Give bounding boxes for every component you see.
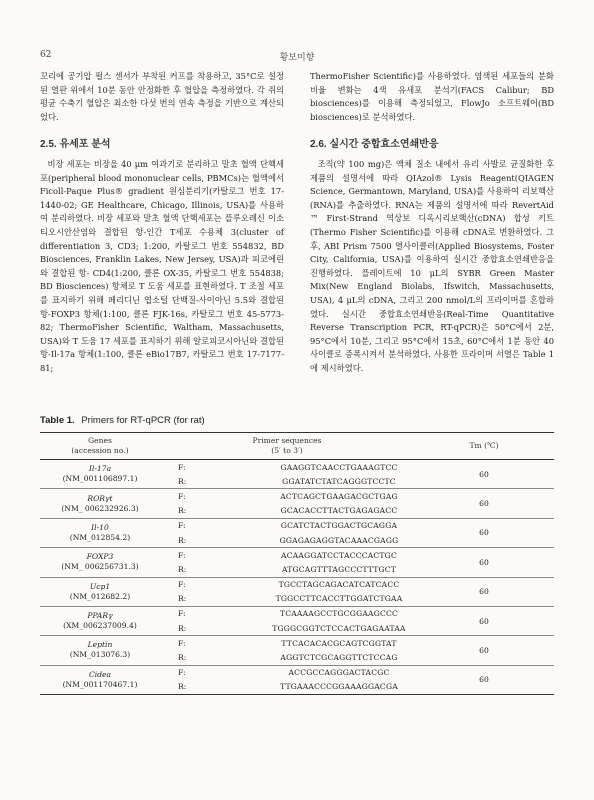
table-row [40,636,554,651]
gene-name: Il-10 [91,522,109,532]
gene-accession: (NM_001106897.1) [62,474,138,484]
table-label: Table 1. [40,415,75,426]
gene-cell [40,577,160,606]
table-header-row [40,433,554,460]
table-body [40,460,554,695]
right-intro-paragraph: ThermoFisher Scientific)를 사용하였다. 염색된 세포들의 분화 비율 변화는 4색 유세포 분석기(FACS Calibur; BD biosciences)를 이용해 측정되었고, FlowJo 소프트웨어(BD biosciences)로 분석하였다. [310,71,554,122]
tm-value: 60 [479,469,489,479]
left-column [40,70,284,375]
reverse-label: R: [178,653,187,663]
reverse-label: R: [178,535,187,545]
forward-sequence: ACCGCCAGGGACTACGC [288,668,390,678]
page-number: 62 [40,50,52,60]
left-intro-paragraph: 꼬리에 공기압 펄스 센서가 부착된 커프를 착용하고, 35°C로 설정된 열판 위에서 10분 동안 안정화한 후 혈압을 측정하였다. 각 쥐의 평균 수축기 혈압은 최소한 다섯 번의 연속 측정을 기반으로 계산되었다. [40,71,284,122]
gene-name: PPARγ [87,611,113,621]
primer-table [40,432,554,695]
gene-accession: (NM_013076.3) [69,650,131,660]
gene-name: Leptin [87,640,113,650]
forward-label: F: [178,462,186,472]
table-caption: Primers for RT-qPCR (for rat) [81,415,205,426]
gene-cell [40,665,160,694]
gene-accession: (NM_001170467.1) [62,679,138,689]
table-row [40,548,554,563]
reverse-label: R: [178,623,187,633]
header-genes: Genes (accession no.) [71,436,129,455]
forward-label: F: [178,491,186,501]
right-column [310,70,554,375]
header-tm: Tm (℃) [469,441,499,450]
table-row [40,489,554,504]
tm-value: 60 [479,528,489,538]
running-title: 황보미향 [279,53,315,63]
forward-label: F: [178,550,186,560]
reverse-sequence: AGGTCTCGCAGGTTCTCCAG [280,653,398,663]
forward-sequence: TTCACACACGCAGTCGGTAT [281,638,397,648]
table-row [40,606,554,621]
table-title [40,415,554,426]
tm-value: 60 [479,645,489,655]
forward-label: F: [178,668,186,678]
gene-cell [40,460,160,489]
flow-cytometry-paragraph: 비장 세포는 비장을 40 μm 여과기로 분리하고 말초 혈액 단핵세포(peripheral blood mononuclear cells, PBMCs)는 혈액에서 Ficoll-Paque Plus® gradient 원심분리기(카탈로그 번호 17-1440-02; GE Healthcare, Chicago, Illinois, USA)를 사용하여 분리하였다. 비장 세포와 말초 혈액 단핵세포는 플루오레신 이소티오시안산염와 결합된 항-인간 T세포 수용체 3(cluster of differentiation 3, CD3; 1:200, 카탈로그 번호 554832, BD Biosciences, Franklin Lakes, New Jersey, USA)과 피코에린와 결합된 항- CD4(1:200, 클론 OX-35, 카탈로그 번호 554838; BD Biosciences) 항체로 T 도움 세포를 표현하였다. T 조절 세포를 표지하기 위해 페리디닌 엽소털 단백질-사이아닌 5.5와 결합된 항-FOXP3 항체(1:100, 클론 FJK-16s, 카탈로그 번호 45-5773-82; ThermoFisher Scientific, Waltham, Massachusetts, USA)와 T 도움 17 세포를 표지하기 위해 알로피코시아닌와 결합된 항-Il-17a 항체(1:100, 클론 eBio17B7, 카탈로그 번호 17-7177-81; [40,158,284,373]
gene-name: Il-17a [88,464,112,474]
section-title-flow-cytometry: 2.5. 유세포 분석 [40,139,111,151]
forward-sequence: ACTCAGCTGAAGACGCTGAG [280,491,398,501]
gene-accession: (NM_012854.2) [69,532,131,542]
forward-label: F: [178,580,186,590]
forward-sequence: GAAGGTCAACCTGAAAGTCC [280,462,398,472]
gene-name: Ucp1 [89,581,111,591]
tm-value: 60 [479,616,489,626]
table-row [40,577,554,592]
table-row [40,518,554,533]
header-primer-sequences: Primer sequences (5′ to 3′) [252,436,322,455]
forward-label: F: [178,609,186,619]
reverse-label: R: [178,594,187,604]
section-title-rt-pcr: 2.6. 실시간 중합효소연쇄반응 [310,139,439,151]
forward-sequence: TGCCTAGCAGACATCATCACC [278,580,400,590]
tm-value: 60 [479,675,489,685]
page-header [40,50,554,64]
primer-table-block [40,415,554,695]
reverse-label: R: [178,476,187,486]
table-row [40,460,554,475]
tm-value: 60 [479,587,489,597]
gene-name: FOXP3 [86,552,114,562]
forward-sequence: ACAAGGATCCTACCCACTGC [281,550,397,560]
reverse-sequence: GGAGAGAGGTACAAACGAGG [279,535,399,545]
table-row [40,665,554,680]
forward-label: F: [178,521,186,531]
reverse-sequence: TGGCCTTCACCTTGGATCTGAA [275,594,403,604]
reverse-sequence: GCACACCTTACTGAGAGACC [280,506,398,516]
gene-cell [40,606,160,635]
reverse-sequence: TTGAAACCCGGAAAGGACGA [280,682,398,692]
tm-value: 60 [479,557,489,567]
forward-sequence: GCATCTACTGGACTGCAGGA [280,521,398,531]
gene-name: Cidea [88,669,112,679]
gene-accession: (NM_012682.2) [69,591,131,601]
gene-accession: (XM_006237009.4) [63,621,137,631]
reverse-label: R: [178,506,187,516]
gene-cell [40,489,160,518]
gene-accession: (NM_ 006256731.3) [61,562,139,572]
gene-cell [40,518,160,547]
gene-cell [40,548,160,577]
forward-label: F: [178,638,186,648]
rt-pcr-paragraph: 조직(약 100 mg)은 액체 질소 내에서 유리 사발로 균질화한 후 제품의 설명서에 따라 QIAzol® Lysis Reagent(QIAGEN Science, Germantown, Maryland, USA)를 사용하여 리보핵산(RNA)를 추출하였다. RNA는 제품의 설명서에 따라 RevertAid ™ First-Strand 역상보 디옥시리보핵산(cDNA) 합성 키트(Thermo Fisher Scientific)를 이용해 cDNA로 변환하였다. 그 후, ABI Prism 7500 열사이클러(Applied Biosystems, Foster City, California, USA)를 이용하여 실시간 중합효소연쇄반응을 진행하였다. 플레이트에 10 μL의 SYBR Green Master Mix(New England Biolabs, Ifswitch, Massachusetts, USA), 4 μL의 cDNA, 그리고 200 nmol/L의 프라이머를 혼합하였다. 실시간 중합효소연쇄반응(Real-Time Quantitative Reverse Transcription PCR, RT-qPCR)은 50°C에서 2분, 95°C에서 10분, 그리고 95°C에서 15초, 60°C에서 1분 동안 40 사이클로 증폭시켜서 분석하였다. 사용한 프라이머 서열은 Table 1에 제시하였다. [310,158,554,373]
forward-sequence: TCAAAAGCCTGCGGAAGCCC [279,609,399,619]
reverse-sequence: TGGGCGGTCTCCACTGAGAATAA [272,623,406,633]
reverse-sequence: ATGCAGTTTAGCCCTTTGCT [281,564,397,574]
tm-value: 60 [479,499,489,509]
reverse-label: R: [178,682,187,692]
reverse-sequence: GGATATCTATCAGGGTCCTC [282,476,396,486]
reverse-label: R: [178,564,187,574]
gene-accession: (NM_ 006232926.3) [61,503,139,513]
gene-name: RORγt [87,493,113,503]
gene-cell [40,636,160,665]
